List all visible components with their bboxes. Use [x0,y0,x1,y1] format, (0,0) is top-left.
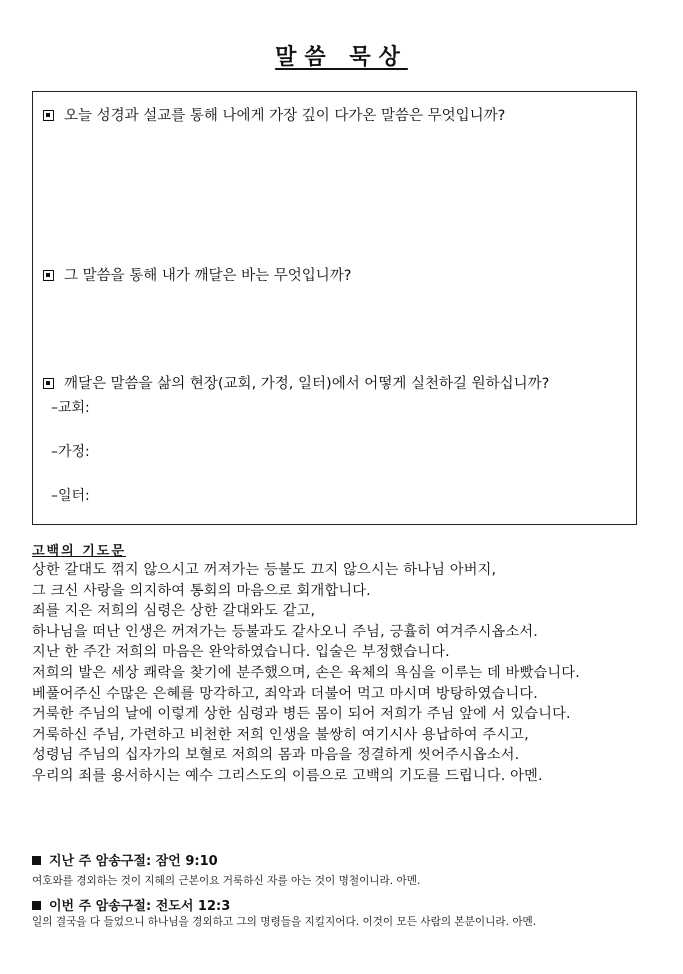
prayer-line: 그 크신 사랑을 의지하여 통회의 마음으로 회개합니다. [32,582,371,599]
question-3-text: 깨달은 말씀을 삶의 현장(교회, 가정, 일터)에서 어떻게 실천하길 원하십니까? [64,376,550,392]
question-3 [43,372,549,393]
question-2 [43,264,351,285]
prayer-line: 하나님을 떠난 인생은 꺼져가는 등불과도 같사오니 주님, 긍휼히 여겨주시옵소서. [32,623,538,640]
prayer-line: 우리의 죄를 용서하시는 예수 그리스도의 이름으로 고백의 기도를 드립니다. 아멘. [32,767,543,784]
practice-work: –일터: [51,488,90,504]
prayer-line: 죄를 지은 저희의 심령은 상한 갈대와도 같고, [32,603,316,620]
memory-label: 이번 주 암송구절: [49,899,152,914]
practice-home: –가정: [51,444,90,460]
prayer-line: 베풀어주신 수많은 은혜를 망각하고, 죄악과 더불어 먹고 마시며 방탕하였습니다. [32,685,538,702]
page-title: 말씀 묵상 [275,45,408,70]
prayer-text [32,560,652,787]
memory-label: 지난 주 암송구절: [49,854,152,869]
prayer-line: 거룩한 주님의 날에 이렇게 상한 심령과 병든 몸이 되어 저희가 주님 앞에 서 있습니다. [32,706,571,723]
prayer-line: 저희의 발은 세상 쾌락을 찾기에 분주했으며, 손은 육체의 욕심을 이루는 데 바빴습니다. [32,664,580,681]
question-2-text: 그 말씀을 통해 내가 깨달은 바는 무엇입니까? [64,268,352,284]
checkbox-square-icon [43,378,54,389]
bullet-square-icon [32,901,41,910]
meditation-box [32,91,637,525]
practice-church: –교회: [51,400,90,416]
prayer-line: 상한 갈대도 꺾지 않으시고 꺼져가는 등불도 끄지 않으시는 하나님 아버지, [32,562,497,578]
question-1-text: 오늘 성경과 설교를 통해 나에게 가장 깊이 다가온 말씀은 무엇입니까? [64,108,506,124]
prayer-line: 성령님 주님의 십자가의 보혈로 저희의 몸과 마음을 정결하게 씻어주시옵소서. [32,747,520,764]
question-1 [43,104,505,125]
memory-ref: 잠언 9:10 [155,854,218,869]
prayer-line: 지난 한 주간 저희의 마음은 완악하였습니다. 입술은 부정했습니다. [32,644,450,661]
last-week-memory-text: 여호와를 경외하는 것이 지혜의 근본이요 거룩하신 자를 아는 것이 명철이니라. 아멘. [32,875,421,887]
bullet-square-icon [32,856,41,865]
checkbox-square-icon [43,270,54,281]
memory-ref: 전도서 12:3 [155,899,231,914]
last-week-memory-heading [32,850,218,869]
prayer-line: 거룩하신 주님, 가련하고 비천한 저희 인생을 불쌍히 여기시사 용납하여 주시고, [32,726,529,743]
this-week-memory-text: 일의 결국을 다 들었으니 하나님을 경외하고 그의 명령들을 지킬지어다. 이것이 모든 사람의 본분이니라. 아멘. [32,916,537,928]
this-week-memory-heading [32,895,230,914]
checkbox-square-icon [43,110,54,121]
prayer-title: 고백의 기도문 [32,544,126,559]
